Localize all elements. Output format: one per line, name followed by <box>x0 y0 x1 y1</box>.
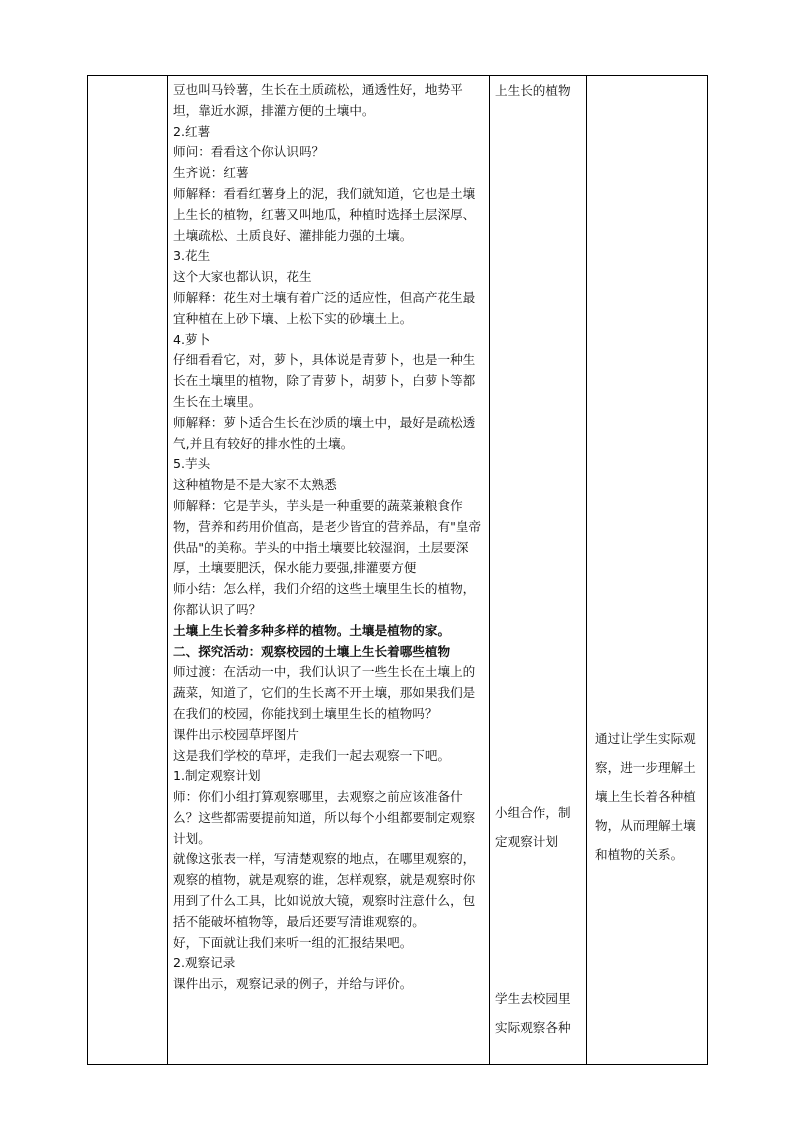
paragraph: 豆也叫马铃薯，生长在土质疏松，通透性好，地势平坦，靠近水源，排灌方便的土壤中。 <box>173 82 463 118</box>
paragraph: 5.芋头 <box>173 456 211 472</box>
paragraph: 4.萝卜 <box>173 331 211 347</box>
paragraph: 二、探究活动：观察校园的土壤上生长着哪些植物 <box>173 643 451 659</box>
paragraph: 师过渡：在活动一中，我们认识了一些生长在土壤上的蔬菜，知道了，它们的生长离不开土壤，那如果我们是在我们的校园，你能找到土壤里生长的植物吗？ <box>173 664 476 721</box>
teaching-process-text <box>168 76 489 995</box>
student-activity-1: 上生长的植物 <box>495 83 571 98</box>
paragraph: 课件出示，观察记录的例子，并给与评价。 <box>173 976 413 992</box>
paragraph: 2.红薯 <box>173 123 211 139</box>
paragraph: 师解释：看看红薯身上的泥，我们就知道，它也是土壤上生长的植物，红薯又叫地瓜，种植时选择土层深厚、土壤疏松、土质良好、灌排能力强的土壤。 <box>173 185 476 243</box>
paragraph: 这是我们学校的草坪，走我们一起去观察一下吧。 <box>173 747 451 763</box>
paragraph: 师解释：它是芋头，芋头是一种重要的蔬菜兼粮食作物，营养和药用价值高，是老少皆宜的营养品，有"皇帝供品"的美称。芋头的中指土壤要比较湿润，土层要深厚，土壤要肥沃，保水能力要强,排灌要方便 <box>173 497 482 576</box>
paragraph: 好，下面就让我们来听一组的汇报结果吧。 <box>173 934 413 950</box>
paragraph: 师解释：萝卜适合生长在沙质的壤土中，最好是疏松透气,并且有较好的排水性的土壤。 <box>173 414 476 451</box>
paragraph: 3.花生 <box>173 248 211 264</box>
paragraph: 师解释：花生对土壤有着广泛的适应性，但高产花生最宜种植在上砂下壤、上松下实的砂壤土上。 <box>173 289 476 326</box>
student-activity-cell <box>490 76 587 1065</box>
paragraph: 就像这张表一样，写清楚观察的地点，在哪里观察的，观察的植物，就是观察的谁，怎样观察，就是观察时你用到了什么工具，比如说放大镜，观察时注意什么，包括不能破坏植物等，最后还要写清谁观察的。 <box>173 851 476 929</box>
student-activity-3: 学生去校园里实际观察各种 <box>495 991 571 1035</box>
paragraph: 师：你们小组打算观察哪里，去观察之前应该准备什么？这些都需要提前知道，所以每个小组都要制定观察计划。 <box>173 789 476 846</box>
paragraph: 1.制定观察计划 <box>173 768 261 784</box>
paragraph: 这种植物是不是大家不太熟悉 <box>173 477 337 493</box>
paragraph: 生齐说：红薯 <box>173 165 249 181</box>
empty-first-column <box>88 76 168 1065</box>
paragraph: 2.观察记录 <box>173 955 236 971</box>
paragraph: 师问：看看这个你认识吗？ <box>173 144 325 160</box>
design-intent-text: 通过让学生实际观察，进一步理解土壤上生长着各种植物，从而理解土壤和植物的关系。 <box>595 731 696 862</box>
design-intent-cell <box>587 76 708 1065</box>
paragraph: 仔细看看它，对，萝卜，具体说是青萝卜，也是一种生长在土壤里的植物，除了青萝卜，胡萝卜，白萝卜等都生长在土壤里。 <box>173 352 476 409</box>
paragraph: 这个大家也都认识，花生 <box>173 269 312 285</box>
paragraph: 课件出示校园草坪图片 <box>173 726 299 742</box>
lesson-plan-table <box>87 75 708 1065</box>
student-activity-2: 小组合作，制定观察计划 <box>495 805 571 849</box>
paragraph: 土壤上生长着多种多样的植物。土壤是植物的家。 <box>173 622 451 638</box>
paragraph: 师小结：怎么样，我们介绍的这些土壤里生长的植物，你都认识了吗？ <box>173 581 476 617</box>
teaching-process-cell <box>168 76 490 1065</box>
